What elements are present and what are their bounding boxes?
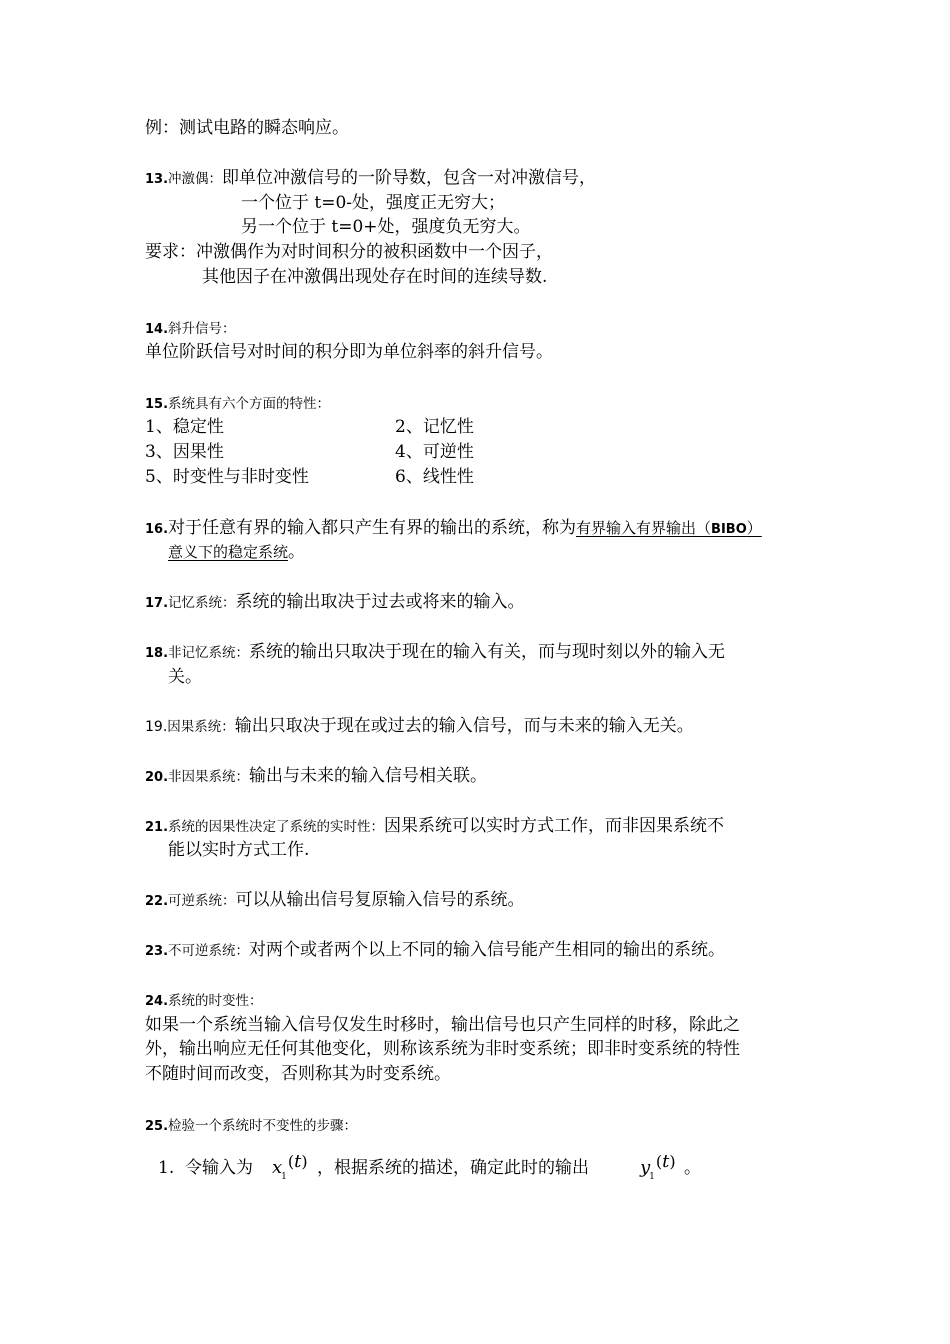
section-number: 14. <box>145 322 169 337</box>
underlined-term-acronym: BIBO <box>711 522 747 537</box>
section-number: 19. <box>145 719 168 735</box>
section-18-line-1 <box>145 640 725 666</box>
property-item: 2、记忆性 <box>395 417 474 437</box>
section-text: 系统的输出取决于过去或将来的输入。 <box>235 592 525 612</box>
section-heading: 系统具有六个方面的特性： <box>168 396 331 412</box>
section-16-line-1 <box>145 516 762 542</box>
section-24-heading <box>145 988 263 1014</box>
section-text: 对两个或者两个以上不同的输入信号能产生相同的输出的系统。 <box>249 940 726 960</box>
math-expression <box>272 1151 308 1182</box>
section-number: 17. <box>145 596 169 611</box>
sentence-end: 。 <box>288 542 306 562</box>
section-14-body: 单位阶跃信号对时间的积分即为单位斜率的斜升信号。 <box>145 342 553 362</box>
section-16-line-2 <box>168 540 305 564</box>
section-text: 即单位冲激信号的一阶导数，包含一对冲激信号， <box>222 168 597 188</box>
section-heading: 非记忆系统： <box>168 645 250 661</box>
step-1-text-continued: ，根据系统的描述，确定此时的输出 <box>317 1158 589 1178</box>
math-var: x <box>272 1157 283 1178</box>
math-paren: ( <box>287 1152 295 1171</box>
section-14-heading <box>145 316 236 342</box>
underlined-term-close: ） <box>746 519 762 537</box>
section-number: 25. <box>145 1119 169 1134</box>
section-13-requirement-2: 其他因子在冲激偶出现处存在时间的连续导数. <box>202 267 548 287</box>
section-21-line-1 <box>145 814 724 840</box>
math-y1-of-t <box>640 1151 676 1183</box>
section-heading: 冲激偶： <box>168 171 223 187</box>
section-text: 可以从输出信号复原输入信号的系统。 <box>235 890 525 910</box>
section-number: 18. <box>145 646 169 661</box>
section-13-line-3: 另一个位于 t=0+处，强度负无穷大。 <box>241 217 531 237</box>
section-number: 23. <box>145 944 169 959</box>
section-number: 15. <box>145 397 169 412</box>
section-19 <box>145 714 694 739</box>
section-text: 输出只取决于现在或过去的输入信号，而与未来的输入无关。 <box>234 716 694 736</box>
section-18-line-2: 关。 <box>168 667 202 687</box>
math-subscript: 1 <box>281 1172 287 1182</box>
math-var-t: t <box>294 1151 302 1172</box>
underlined-term: 意义下的稳定系统 <box>168 543 289 561</box>
section-heading: 不可逆系统： <box>168 943 250 959</box>
section-text: 对于任意有界的输入都只产生有界的输出的系统，称为 <box>168 518 577 538</box>
underlined-term: 有界输入有界输出（ <box>576 519 712 537</box>
step-index: 1. <box>158 1158 175 1178</box>
math-expression <box>640 1151 676 1182</box>
math-paren: ) <box>669 1152 676 1171</box>
section-heading: 系统的时变性： <box>168 993 263 1009</box>
section-heading: 记忆系统： <box>168 595 236 611</box>
property-item: 4、可逆性 <box>395 442 474 462</box>
section-heading: 系统的因果性决定了系统的实时性： <box>168 819 385 835</box>
section-text: 因果系统可以实时方式工作，而非因果系统不 <box>384 816 725 836</box>
section-13-line-2: 一个位于 t=0-处，强度正无穷大； <box>241 193 506 213</box>
section-heading: 可逆系统： <box>168 893 236 909</box>
math-var: y <box>640 1157 651 1178</box>
section-number: 16. <box>145 522 169 537</box>
section-number: 20. <box>145 770 169 785</box>
property-item: 3、因果性 <box>145 442 224 462</box>
step-number <box>158 1156 174 1180</box>
section-13-line-1 <box>145 166 596 192</box>
property-item: 1、稳定性 <box>145 417 224 437</box>
section-number: 13. <box>145 172 169 187</box>
math-var-t: t <box>662 1151 670 1172</box>
section-text: 系统的输出只取决于现在的输入有关，而与现时刻以外的输入无 <box>249 642 726 662</box>
math-subscript: 1 <box>649 1172 655 1182</box>
section-heading: 斜升信号： <box>168 321 236 337</box>
math-x1-of-t <box>272 1151 308 1183</box>
section-heading: 非因果系统： <box>168 769 250 785</box>
section-22 <box>145 888 525 914</box>
section-15-heading <box>145 391 330 417</box>
section-number: 21. <box>145 820 169 835</box>
section-heading: 因果系统： <box>167 719 235 735</box>
section-23 <box>145 938 725 964</box>
intro-line: 例：测试电路的瞬态响应。 <box>145 118 349 138</box>
section-21-line-2: 能以实时方式工作. <box>168 840 310 860</box>
section-number: 24. <box>145 994 169 1009</box>
step-1-text: 令输入为 <box>185 1158 253 1178</box>
section-24-body-line-2: 外，输出响应无任何其他变化，则称该系统为非时变系统；即非时变系统的特性 <box>145 1039 740 1059</box>
section-20 <box>145 764 487 790</box>
property-item: 5、时变性与非时变性 <box>145 467 309 487</box>
math-paren: ( <box>655 1152 663 1171</box>
section-heading: 检验一个系统时不变性的步骤： <box>168 1118 358 1134</box>
section-24-body-line-3: 不随时间而改变，否则称其为时变系统。 <box>145 1064 451 1084</box>
section-text: 输出与未来的输入信号相关联。 <box>249 766 488 786</box>
section-13-requirement-1: 要求：冲激偶作为对时间积分的被积函数中一个因子， <box>145 242 553 262</box>
math-paren: ) <box>301 1152 308 1171</box>
section-number: 22. <box>145 894 169 909</box>
section-17 <box>145 590 525 616</box>
section-25-heading <box>145 1113 357 1139</box>
step-1-end: 。 <box>684 1158 701 1178</box>
section-24-body-line-1: 如果一个系统当输入信号仅发生时移时，输出信号也只产生同样的时移，除此之 <box>145 1015 740 1035</box>
property-item: 6、线性性 <box>395 467 474 487</box>
